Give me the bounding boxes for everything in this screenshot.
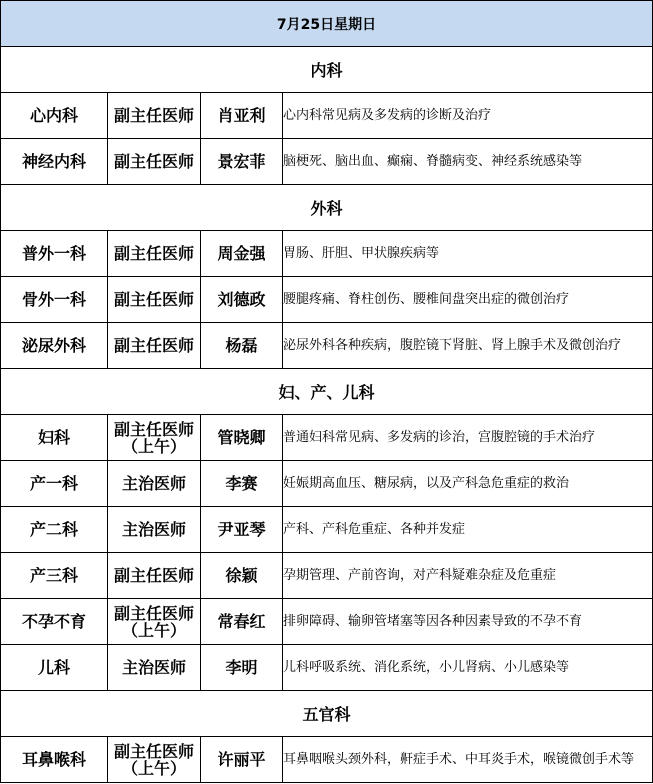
doctor-title: 主治医师 — [121, 474, 186, 493]
doctor-title-cell — [108, 323, 201, 369]
doctor-title: 副主任医师 — [113, 603, 194, 623]
specialty-description-cell: 耳鼻咽喉头颈外科，鼾症手术、中耳炎手术，喉镜微创手术等 — [283, 737, 653, 783]
specialty-description-cell: 儿科呼吸系统、消化系统，小儿肾病、小儿感染等 — [283, 645, 653, 691]
specialty-description-cell: 产科、产科危重症、各种并发症 — [283, 507, 653, 553]
doctor-title-cell — [108, 553, 201, 599]
department-cell: 产二科 — [1, 507, 108, 553]
doctor-name-cell: 李赛 — [201, 461, 283, 507]
doctor-title: 副主任医师 — [113, 152, 194, 171]
department-cell: 妇科 — [1, 415, 108, 461]
date-header: 7月25日星期日 — [1, 1, 653, 47]
specialty-description-cell: 妊娠期高血压、糖尿病，以及产科急危重症的救治 — [283, 461, 653, 507]
table-row — [1, 277, 653, 323]
table-row — [1, 737, 653, 783]
department-cell: 泌尿外科 — [1, 323, 108, 369]
table-row — [1, 553, 653, 599]
doctor-title-cell — [108, 645, 201, 691]
specialty-description-cell: 排卵障碍、输卵管堵塞等因各种因素导致的不孕不育 — [283, 599, 653, 645]
doctor-name-cell: 管晓卿 — [201, 415, 283, 461]
table-row — [1, 323, 653, 369]
department-cell: 普外一科 — [1, 231, 108, 277]
department-cell: 产三科 — [1, 553, 108, 599]
doctor-name-cell: 许丽平 — [201, 737, 283, 783]
doctor-title: 副主任医师 — [113, 336, 194, 355]
doctor-title: 副主任医师 — [113, 290, 194, 309]
table-row — [1, 415, 653, 461]
doctor-name-cell: 景宏菲 — [201, 139, 283, 185]
table-row — [1, 599, 653, 645]
doctor-title: 副主任医师 — [113, 106, 194, 125]
table-row — [1, 461, 653, 507]
specialty-description-cell: 泌尿外科各种疾病，腹腔镜下肾脏、肾上腺手术及微创治疗 — [283, 323, 653, 369]
department-cell: 神经内科 — [1, 139, 108, 185]
doctor-title: 主治医师 — [121, 658, 186, 677]
specialty-description-cell: 胃肠、肝胆、甲状腺疾病等 — [283, 231, 653, 277]
session-note: （上午） — [121, 758, 186, 778]
section-title: 五官科 — [1, 691, 653, 737]
section-row — [1, 691, 653, 737]
table-row — [1, 507, 653, 553]
doctor-name-cell: 尹亚琴 — [201, 507, 283, 553]
table-row — [1, 139, 653, 185]
department-cell: 骨外一科 — [1, 277, 108, 323]
doctor-title-cell — [108, 231, 201, 277]
session-note: （上午） — [121, 436, 186, 456]
doctor-title-cell — [108, 507, 201, 553]
doctor-title: 副主任医师 — [113, 419, 194, 439]
department-cell: 儿科 — [1, 645, 108, 691]
doctor-title-cell — [108, 461, 201, 507]
department-cell: 不孕不育 — [1, 599, 108, 645]
doctor-title: 主治医师 — [121, 520, 186, 539]
department-cell: 产一科 — [1, 461, 108, 507]
date-row — [1, 1, 653, 47]
doctor-name-cell: 杨磊 — [201, 323, 283, 369]
section-row — [1, 47, 653, 93]
department-cell: 耳鼻喉科 — [1, 737, 108, 783]
table-row — [1, 645, 653, 691]
doctor-title: 副主任医师 — [113, 566, 194, 585]
doctor-name-cell: 肖亚利 — [201, 93, 283, 139]
department-cell: 心内科 — [1, 93, 108, 139]
session-note: （上午） — [121, 620, 186, 640]
doctor-title-cell — [108, 139, 201, 185]
doctor-name-cell: 周金强 — [201, 231, 283, 277]
doctor-name-cell: 常春红 — [201, 599, 283, 645]
doctor-name-cell: 刘德政 — [201, 277, 283, 323]
doctor-title-cell — [108, 737, 201, 783]
doctor-title-cell — [108, 277, 201, 323]
specialty-description-cell: 普通妇科常见病、多发病的诊治，宫腹腔镜的手术治疗 — [283, 415, 653, 461]
section-title: 妇、产、儿科 — [1, 369, 653, 415]
specialty-description-cell: 腰腿疼痛、脊柱创伤、腰椎间盘突出症的微创治疗 — [283, 277, 653, 323]
table-row — [1, 93, 653, 139]
specialty-description-cell: 脑梗死、脑出血、癫痫、脊髓病变、神经系统感染等 — [283, 139, 653, 185]
table-row — [1, 231, 653, 277]
doctor-name-cell: 李明 — [201, 645, 283, 691]
doctor-title-cell — [108, 599, 201, 645]
doctor-title-cell — [108, 93, 201, 139]
section-title: 外科 — [1, 185, 653, 231]
doctor-title-cell — [108, 415, 201, 461]
doctor-title: 副主任医师 — [113, 244, 194, 263]
section-row — [1, 369, 653, 415]
section-row — [1, 185, 653, 231]
section-title: 内科 — [1, 47, 653, 93]
doctor-title: 副主任医师 — [113, 741, 194, 761]
specialty-description-cell: 孕期管理、产前咨询，对产科疑难杂症及危重症 — [283, 553, 653, 599]
doctor-name-cell: 徐颖 — [201, 553, 283, 599]
specialty-description-cell: 心内科常见病及多发病的诊断及治疗 — [283, 93, 653, 139]
